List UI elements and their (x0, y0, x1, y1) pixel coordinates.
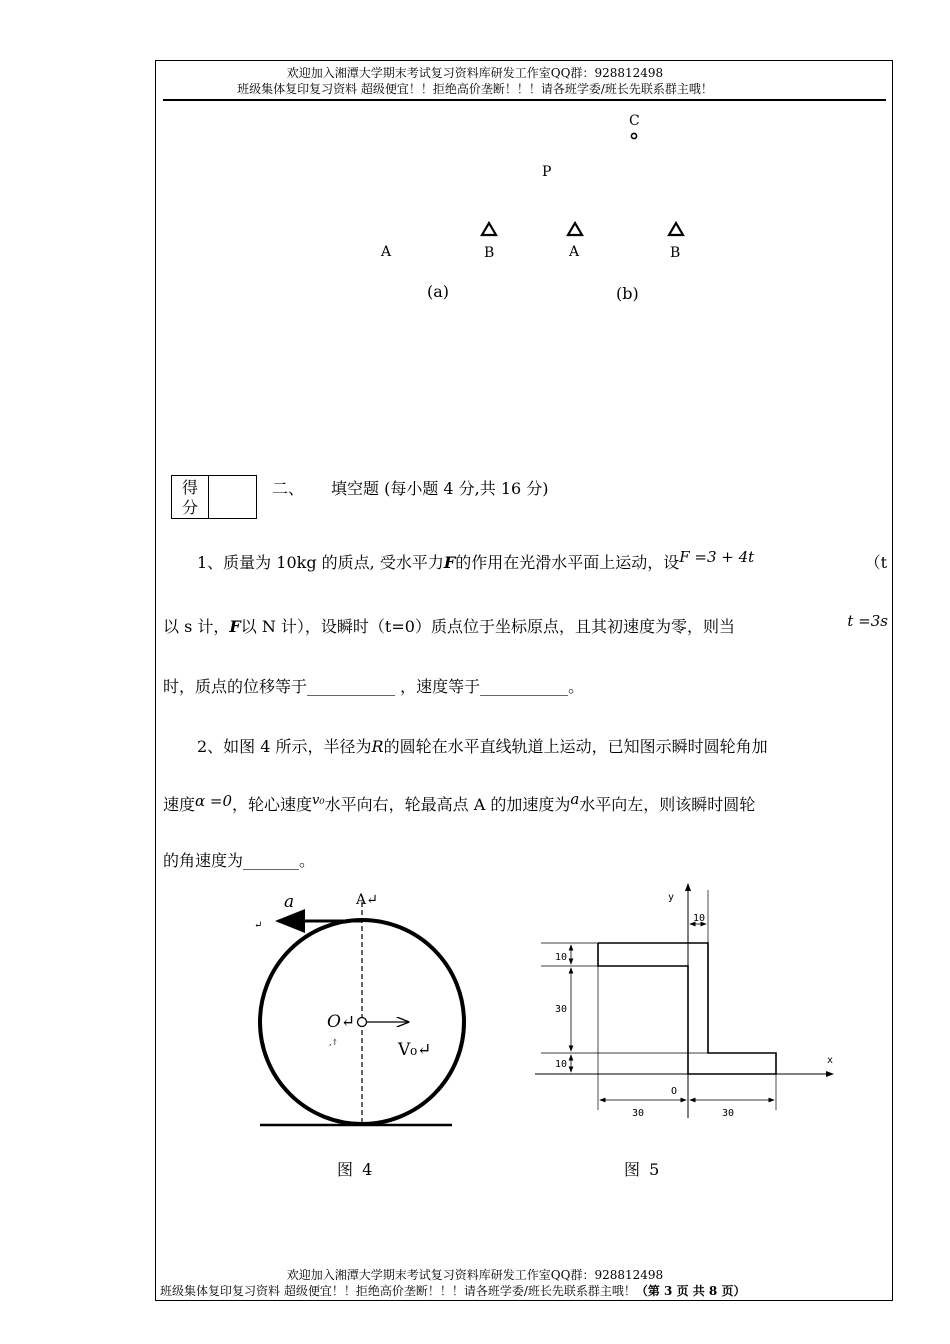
figure-5-caption: 图 5 (624, 1160, 662, 1179)
score-label: 得 分 (172, 476, 209, 518)
q1-line-3: 时，质点的位移等于___________ ，速度等于___________。 (163, 677, 585, 696)
support-b2-icon (666, 220, 686, 238)
fig4-label-A: A↵ (356, 892, 378, 908)
fig5-label-x: x (827, 1055, 834, 1066)
caption-b: (b) (616, 284, 639, 303)
fig4-label-O: O↵ (327, 1012, 356, 1032)
q2-line-3: 的角速度为_______。 (163, 851, 316, 870)
fig4-label-a: a (284, 892, 295, 912)
figure-4-wheel (240, 880, 480, 1140)
fig5-dim-10-top: 10 (693, 913, 706, 924)
hinge-c-icon (628, 130, 640, 142)
fig5-dim-10-a: 10 (555, 952, 568, 963)
fig5-dim-30-left: 30 (632, 1108, 645, 1119)
fig4-label-V0: V₀↵ (398, 1040, 432, 1060)
fig5-label-y: y (668, 892, 675, 903)
fig5-dim-30: 30 (555, 1004, 568, 1015)
fig5-label-o: O (671, 1086, 678, 1097)
fig4-mark-1: ↵ (254, 920, 263, 931)
label-a2: A (569, 244, 580, 260)
label-c: C (629, 113, 640, 129)
q1-line-1: 1、质量为 10kg 的质点, 受水平力F的作用在光滑水平面上运动，设F =3 + 4t （t (197, 548, 887, 572)
header-line-2: 班级集体复印复习资料 超级便宜！！拒绝高价垄断！！！请各班学委/班长先联系群主哦！ (237, 82, 713, 96)
figure-5-section (535, 878, 845, 1133)
fig5-dim-10-b: 10 (555, 1059, 568, 1070)
fig4-mark-2: ,↑ (329, 1038, 339, 1047)
label-b1: B (484, 245, 495, 261)
q1-line-2: 以 s 计，F以 N 计），设瞬时（t=0）质点位于坐标原点，且其初速度为零，则当 t =3s (163, 612, 888, 636)
figure-4-caption: 图 4 (337, 1160, 375, 1179)
footer-line-2: 班级集体复印复习资料 超级便宜！！拒绝高价垄断！！！请各班学委/班长先联系群主哦！（第 3 页 共 8 页） (160, 1284, 746, 1298)
z-section-outline (598, 943, 776, 1074)
q2-line-1: 2、如图 4 所示，半径为R的圆轮在水平直线轨道上运动，已知图示瞬时圆轮角加 (197, 737, 768, 756)
caption-a: (a) (427, 282, 450, 301)
label-b2: B (670, 245, 681, 261)
section-number: 二、 (272, 479, 305, 498)
section-title: 填空题 (每小题 4 分,共 16 分) (331, 479, 549, 498)
label-p: P (542, 164, 552, 180)
center-o-icon (358, 1018, 367, 1027)
score-box (171, 475, 257, 519)
fig5-dim-30-right: 30 (722, 1108, 735, 1119)
header-rule (163, 99, 886, 101)
support-a2-icon (565, 220, 585, 238)
header-line-1: 欢迎加入湘潭大学期末考试复习资料库研发工作室QQ群：928812498 (286, 66, 664, 80)
page-number: （第 3 页 共 8 页） (635, 1284, 746, 1298)
q2-line-2: 速度α =0，轮心速度$^{v_0}$水平向右，轮最高点 A 的加速度为a水平向左，则该瞬时圆轮 (163, 790, 756, 814)
score-blank (209, 476, 256, 518)
support-b1-icon (479, 220, 499, 238)
label-a1: A (381, 244, 392, 260)
footer-line-1: 欢迎加入湘潭大学期末考试复习资料库研发工作室QQ群：928812498 (286, 1268, 664, 1282)
